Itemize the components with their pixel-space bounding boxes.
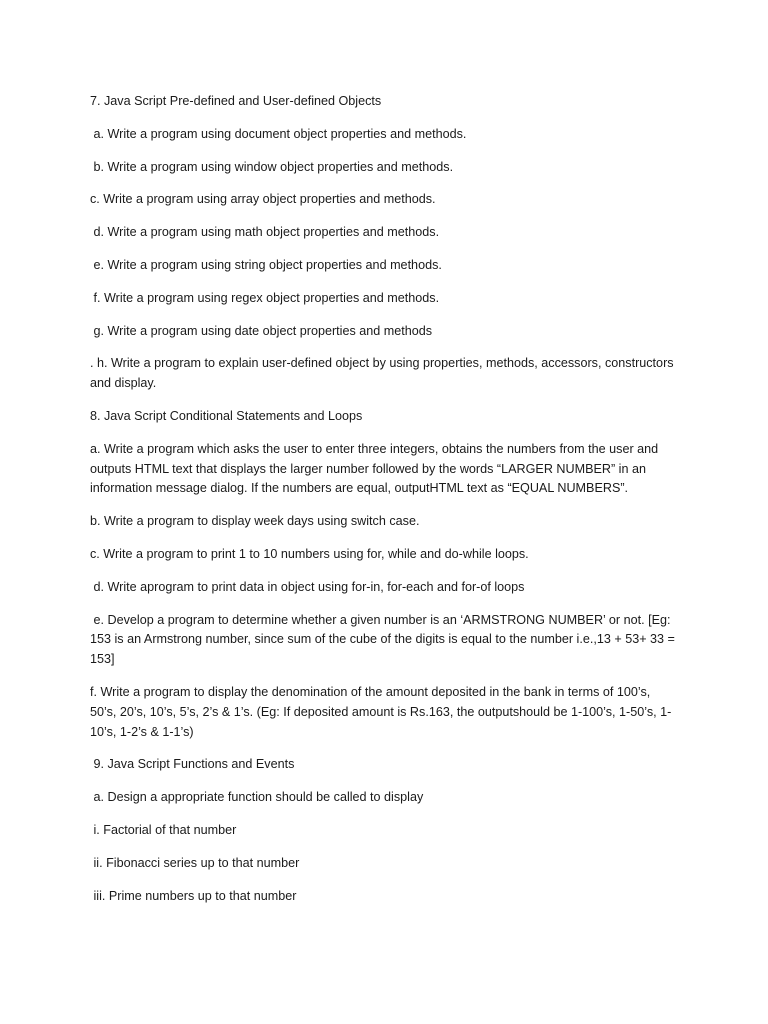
document-body — [90, 92, 680, 919]
task-7a: a. Write a program using document object properties and methods. — [90, 126, 467, 141]
task-9a: a. Design a appropriate function should be called to display — [90, 790, 424, 805]
task-7d: d. Write a program using math object properties and methods. — [90, 225, 440, 240]
section-heading-7: 7. Java Script Pre-defined and User-defined Objects — [90, 94, 382, 108]
task-9a-iii: iii. Prime numbers up to that number — [90, 888, 297, 903]
section-heading-8: 8. Java Script Conditional Statements and Loops — [90, 408, 363, 423]
task-8e: e. Develop a program to determine whether a given number is an ‘ARMSTRONG NUMBER’ or not. [Eg: 153 is an Armstrong number, since sum of the cube of the digits is equal to the number i.e.,13 + 53+ 33 = 153] — [90, 612, 679, 667]
section-heading-9: 9. Java Script Functions and Events — [90, 757, 295, 772]
task-7b: b. Write a program using window object properties and methods. — [90, 159, 454, 174]
task-8f: f. Write a program to display the denomination of the amount deposited in the bank in terms of 100’s, 50’s, 20’s, 10’s, 5’s, 2’s & 1’s. (Eg: If deposited amount is Rs.163, the outputshould be 1-100’s, 1-50’s, 1-10’s, 1-2’s & 1-1’s) — [90, 684, 672, 739]
task-8c: c. Write a program to print 1 to 10 numbers using for, while and do-while loops. — [90, 546, 529, 561]
task-7h: . h. Write a program to explain user-defined object by using properties, methods, accessors, constructors and display. — [90, 356, 678, 391]
task-7c: c. Write a program using array object properties and methods. — [90, 192, 436, 207]
task-7e: e. Write a program using string object properties and methods. — [90, 257, 442, 272]
task-9a-ii: ii. Fibonacci series up to that number — [90, 855, 300, 870]
task-7g: g. Write a program using date object properties and methods — [90, 323, 433, 338]
task-8a: a. Write a program which asks the user to enter three integers, obtains the numbers from the user and outputs HTML text that displays the larger number followed by the words “LARGER NUMBER” in an information message dialog. If the numbers are equal, outputHTML text as “EQUAL NUMBERS”. — [90, 441, 662, 496]
task-8d: d. Write aprogram to print data in object using for-in, for-each and for-of loops — [90, 579, 525, 594]
task-9a-i: i. Factorial of that number — [90, 822, 237, 837]
task-8b: b. Write a program to display week days using switch case. — [90, 514, 420, 529]
task-7f: f. Write a program using regex object properties and methods. — [90, 290, 440, 305]
